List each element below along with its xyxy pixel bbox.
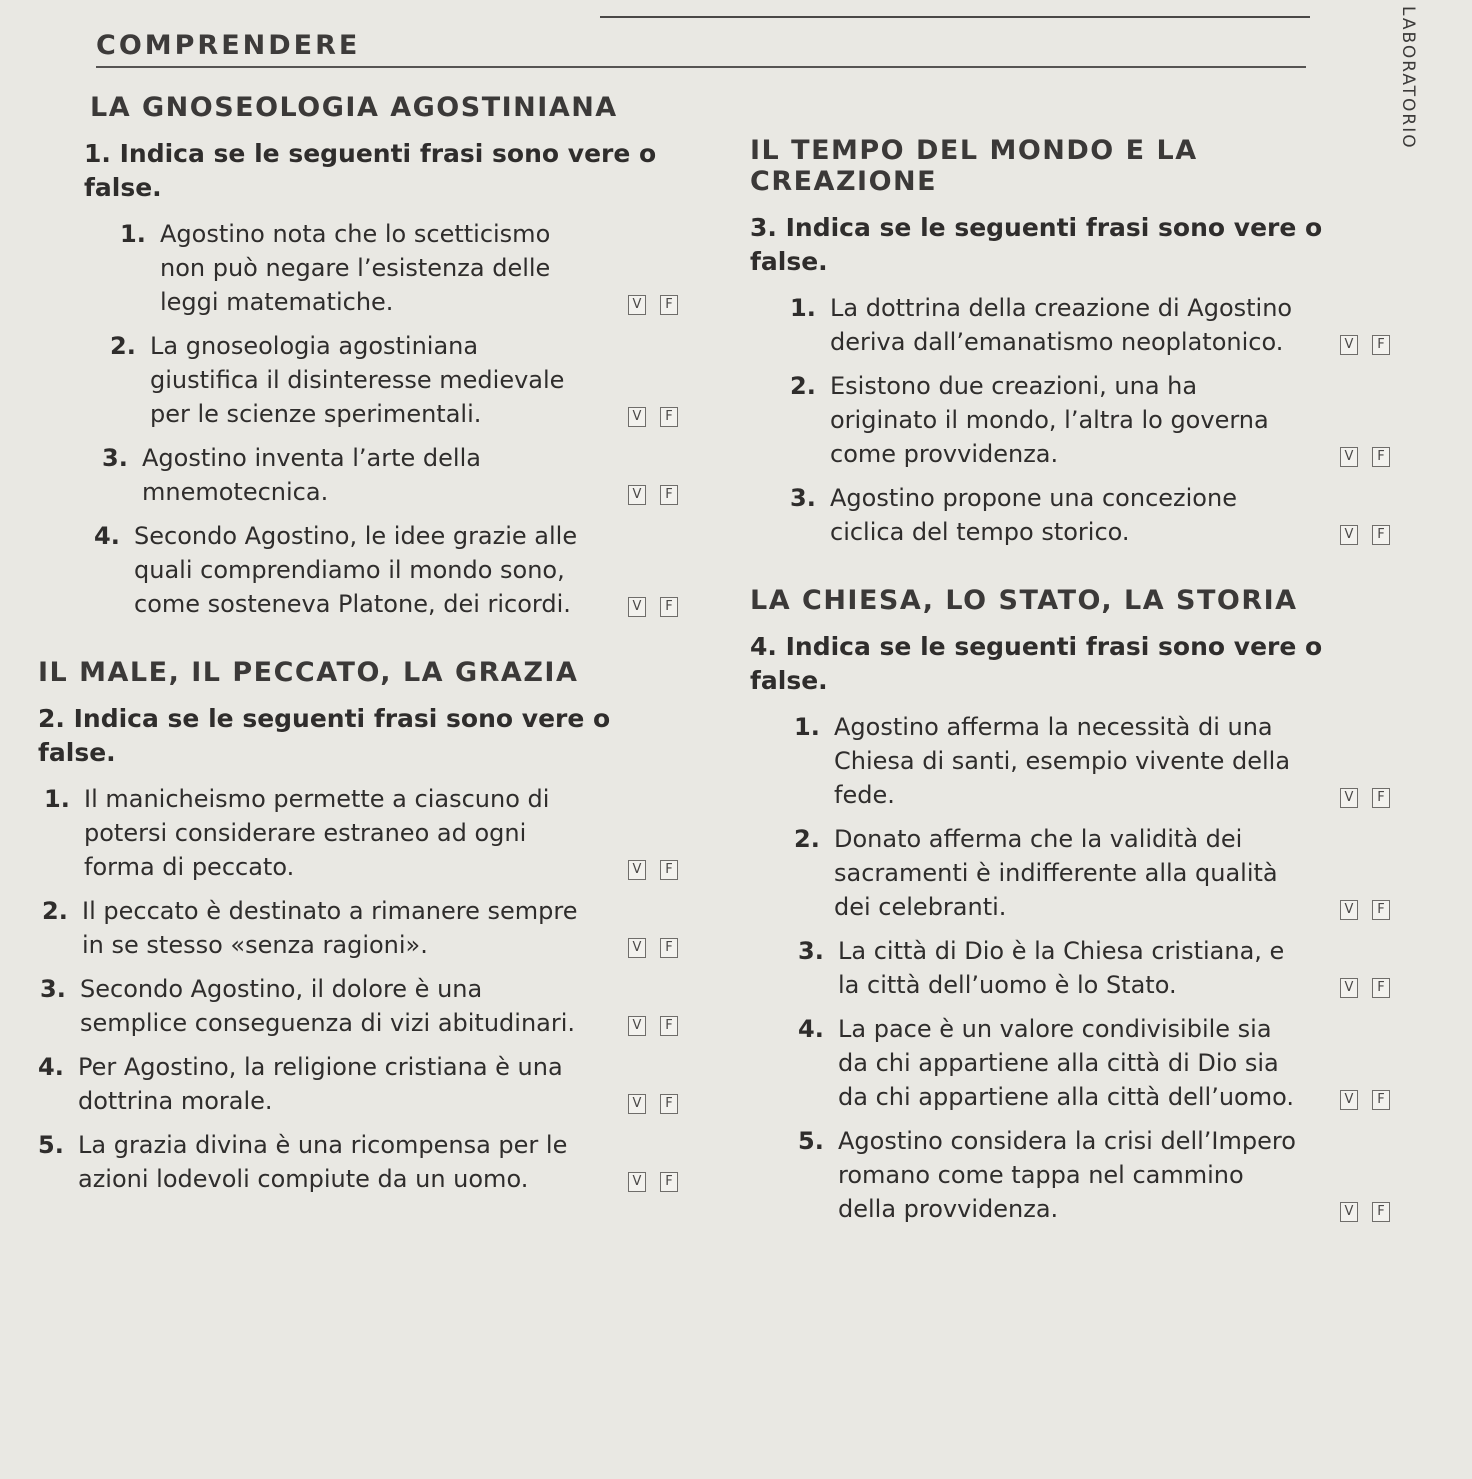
list-item — [790, 481, 1390, 549]
top-rule — [600, 16, 1310, 18]
item-number: 2. — [42, 897, 68, 925]
false-checkbox[interactable]: F — [660, 295, 678, 315]
true-false-boxes — [628, 407, 678, 427]
true-checkbox[interactable]: V — [628, 407, 646, 427]
item-number: 4. — [94, 522, 120, 550]
list-item — [94, 519, 678, 621]
item-text: Secondo Agostino, le idee grazie alle quali comprendiamo il mondo sono, come sosteneva Platone, dei ricordi. — [134, 522, 578, 618]
item-text: Per Agostino, la religione cristiana è una dottrina morale. — [78, 1053, 563, 1115]
item-number: 1. — [44, 785, 70, 813]
item-number: 4. — [38, 1053, 64, 1081]
exercise-instruction: 3. Indica se le seguenti frasi sono vere o false. — [750, 213, 1323, 276]
list-item — [798, 934, 1390, 1002]
true-checkbox[interactable]: V — [628, 1094, 646, 1114]
true-false-boxes — [1340, 447, 1390, 467]
true-checkbox[interactable]: V — [628, 1172, 646, 1192]
list-item — [790, 291, 1390, 359]
true-false-boxes — [1340, 1090, 1390, 1110]
item-text: Donato afferma che la validità dei sacramenti è indifferente alla qualità dei celebranti. — [834, 825, 1278, 921]
true-false-boxes — [1340, 1202, 1390, 1222]
true-false-boxes — [1340, 525, 1390, 545]
list-item — [794, 710, 1390, 812]
list-item — [110, 329, 678, 431]
exercise-instruction: 4. Indica se le seguenti frasi sono vere o false. — [750, 632, 1323, 695]
false-checkbox[interactable]: F — [1372, 1202, 1390, 1222]
list-item — [38, 1050, 678, 1118]
false-checkbox[interactable]: F — [660, 1094, 678, 1114]
false-checkbox[interactable]: F — [1372, 900, 1390, 920]
true-false-boxes — [628, 485, 678, 505]
list-item — [798, 1124, 1390, 1226]
true-checkbox[interactable]: V — [628, 1016, 646, 1036]
right-column — [750, 135, 1390, 1236]
item-number: 2. — [110, 332, 136, 360]
true-false-boxes — [628, 938, 678, 958]
item-text: La città di Dio è la Chiesa cristiana, e la città dell’uomo è lo Stato. — [838, 937, 1285, 999]
item-text: Agostino considera la crisi dell’Impero romano come tappa nel cammino della provvidenza. — [838, 1127, 1296, 1223]
header-rule — [96, 66, 1306, 68]
false-checkbox[interactable]: F — [660, 407, 678, 427]
item-text: Agostino inventa l’arte della mnemotecnica. — [142, 444, 481, 506]
true-false-boxes — [628, 1094, 678, 1114]
section-title: IL TEMPO DEL MONDO E LA CREAZIONE — [750, 135, 1198, 197]
exercise-instruction: 1. Indica se le seguenti frasi sono vere o false. — [84, 139, 657, 202]
section-title: LA CHIESA, LO STATO, LA STORIA — [750, 585, 1298, 616]
true-checkbox[interactable]: V — [628, 597, 646, 617]
false-checkbox[interactable]: F — [1372, 788, 1390, 808]
list-item — [120, 217, 678, 319]
item-number: 5. — [38, 1131, 64, 1159]
section-title: IL MALE, IL PECCATO, LA GRAZIA — [38, 657, 579, 688]
list-item — [102, 441, 678, 509]
true-checkbox[interactable]: V — [628, 938, 646, 958]
item-number: 3. — [798, 937, 824, 965]
true-false-boxes — [628, 1016, 678, 1036]
item-text: La gnoseologia agostiniana giustifica il disinteresse medievale per le scienze sperimentali. — [150, 332, 565, 428]
item-number: 3. — [40, 975, 66, 1003]
page-header: COMPRENDERE — [96, 30, 361, 61]
item-number: 1. — [794, 713, 820, 741]
item-number: 3. — [102, 444, 128, 472]
false-checkbox[interactable]: F — [660, 1172, 678, 1192]
list-item — [794, 822, 1390, 924]
false-checkbox[interactable]: F — [1372, 1090, 1390, 1110]
true-checkbox[interactable]: V — [1340, 1202, 1358, 1222]
list-item — [790, 369, 1390, 471]
false-checkbox[interactable]: F — [1372, 978, 1390, 998]
false-checkbox[interactable]: F — [660, 597, 678, 617]
false-checkbox[interactable]: F — [1372, 525, 1390, 545]
item-number: 4. — [798, 1015, 824, 1043]
item-text: La dottrina della creazione di Agostino deriva dall’emanatismo neoplatonico. — [830, 294, 1293, 356]
true-checkbox[interactable]: V — [1340, 900, 1358, 920]
item-text: Agostino afferma la necessità di una Chiesa di santi, esempio vivente della fede. — [834, 713, 1291, 809]
true-checkbox[interactable]: V — [1340, 525, 1358, 545]
item-text: Il peccato è destinato a rimanere sempre in se stesso «senza ragioni». — [82, 897, 578, 959]
item-number: 1. — [120, 220, 146, 248]
item-text: Secondo Agostino, il dolore è una semplice conseguenza di vizi abitudinari. — [80, 975, 576, 1037]
side-label: LABORATORIO — [1398, 6, 1418, 150]
true-false-boxes — [1340, 978, 1390, 998]
item-text: Agostino propone una concezione ciclica del tempo storico. — [830, 484, 1237, 546]
item-text: Agostino nota che lo scetticismo non può negare l’esistenza delle leggi matematiche. — [160, 220, 551, 316]
item-text: La grazia divina è una ricompensa per le azioni lodevoli compiute da un uomo. — [78, 1131, 568, 1193]
section-tempo-creazione — [750, 135, 1390, 549]
true-false-boxes — [1340, 335, 1390, 355]
list-item — [40, 972, 678, 1040]
item-number: 3. — [790, 484, 816, 512]
item-number: 2. — [794, 825, 820, 853]
list-item — [44, 782, 678, 884]
false-checkbox[interactable]: F — [660, 1016, 678, 1036]
item-number: 1. — [790, 294, 816, 322]
true-checkbox[interactable]: V — [1340, 447, 1358, 467]
true-checkbox[interactable]: V — [1340, 978, 1358, 998]
section-chiesa-stato-storia — [750, 585, 1390, 1226]
true-checkbox[interactable]: V — [628, 295, 646, 315]
true-checkbox[interactable]: V — [1340, 1090, 1358, 1110]
false-checkbox[interactable]: F — [660, 485, 678, 505]
section-gnoseologia — [38, 92, 678, 621]
list-item — [42, 894, 678, 962]
item-text: Il manicheismo permette a ciascuno di potersi considerare estraneo ad ogni forma di peccato. — [84, 785, 550, 881]
true-checkbox[interactable]: V — [1340, 788, 1358, 808]
left-column — [38, 92, 678, 1206]
item-number: 5. — [798, 1127, 824, 1155]
list-item — [38, 1128, 678, 1196]
true-false-boxes — [1340, 788, 1390, 808]
item-number: 2. — [790, 372, 816, 400]
false-checkbox[interactable]: F — [1372, 335, 1390, 355]
true-false-boxes — [628, 295, 678, 315]
exercise-instruction: 2. Indica se le seguenti frasi sono vere o false. — [38, 704, 611, 767]
true-checkbox[interactable]: V — [628, 860, 646, 880]
list-item — [798, 1012, 1390, 1114]
true-checkbox[interactable]: V — [1340, 335, 1358, 355]
false-checkbox[interactable]: F — [1372, 447, 1390, 467]
section-title: LA GNOSEOLOGIA AGOSTINIANA — [90, 92, 618, 123]
true-false-boxes — [628, 860, 678, 880]
true-false-boxes — [628, 1172, 678, 1192]
false-checkbox[interactable]: F — [660, 860, 678, 880]
item-text: Esistono due creazioni, una ha originato il mondo, l’altra lo governa come provvidenza. — [830, 372, 1269, 468]
true-false-boxes — [1340, 900, 1390, 920]
item-text: La pace è un valore condivisibile sia da chi appartiene alla città di Dio sia da chi appartiene alla città dell’uomo. — [838, 1015, 1294, 1111]
false-checkbox[interactable]: F — [660, 938, 678, 958]
section-male-peccato-grazia — [38, 657, 678, 1196]
true-checkbox[interactable]: V — [628, 485, 646, 505]
true-false-boxes — [628, 597, 678, 617]
